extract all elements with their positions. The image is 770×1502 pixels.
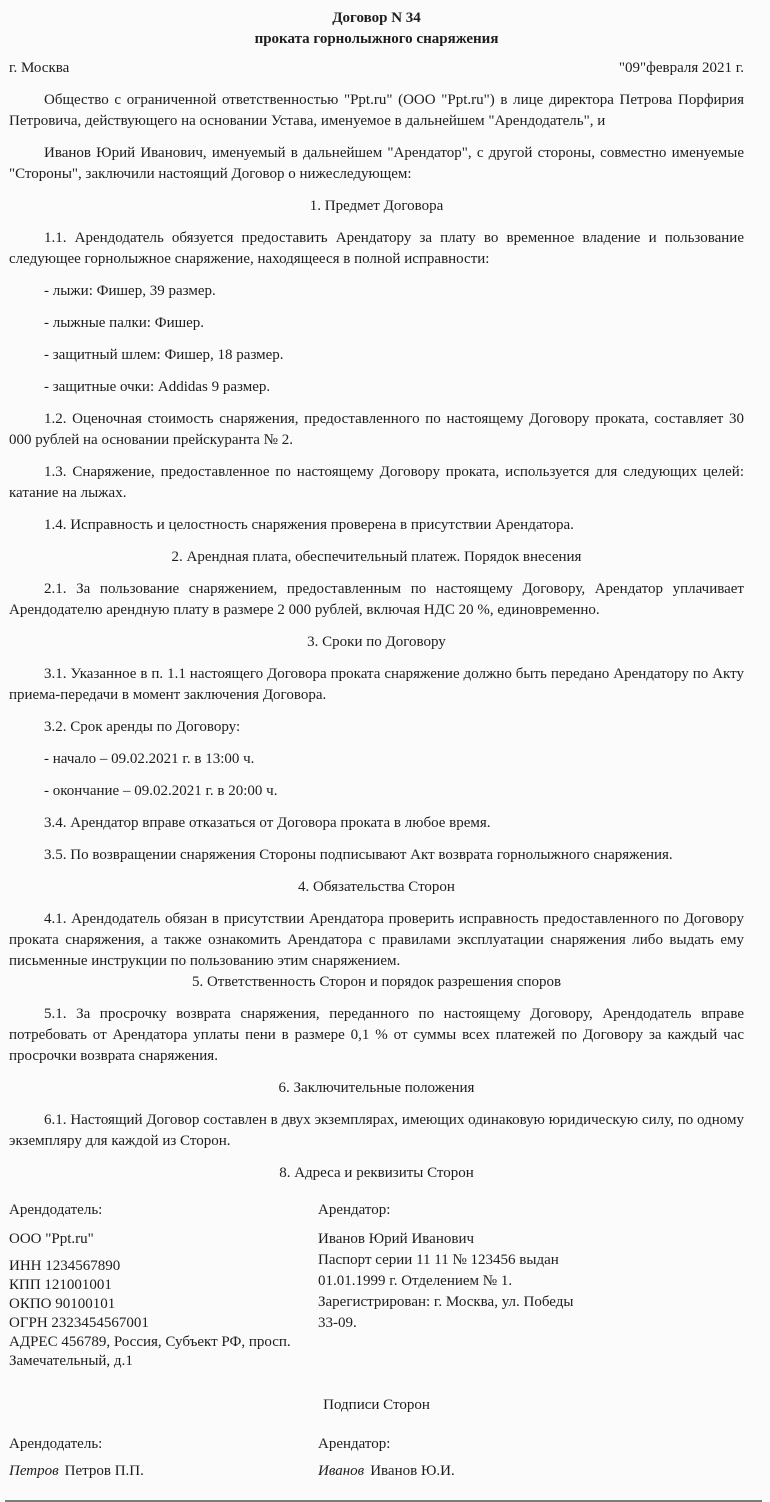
- clause-1-3: 1.3. Снаряжение, предоставленное по настоящему Договору проката, используется для следующих целей: катание на лыжах.: [9, 464, 744, 501]
- section-5-heading: 5. Ответственность Сторон и порядок разрешения споров: [191, 974, 562, 990]
- contract-date: "09"февраля 2021 г.: [618, 60, 744, 76]
- contract-city: г. Москва: [9, 60, 70, 76]
- preamble-lessor: Общество с ограниченной ответственностью "Ppt.ru" (ООО "Ppt.ru") в лице директора Петрова Порфирия Петровича, действующего на основании Устава, именуемое в дальнейшем "Арендодатель", и: [9, 92, 744, 129]
- signature-names-row: [9, 1461, 744, 1482]
- section-3-heading: 3. Сроки по Договору: [307, 634, 446, 650]
- lessee-signature-name: Иванов Ю.И.: [370, 1463, 455, 1479]
- lessor-signature: [9, 1461, 318, 1482]
- signatures-heading: Подписи Сторон: [323, 1397, 430, 1413]
- equipment-item-helmet: - защитный шлем: Фишер, 18 размер.: [44, 347, 284, 363]
- lessor-details: [9, 1257, 318, 1371]
- rental-start-item: - начало – 09.02.2021 г. в 13:00 ч.: [44, 751, 255, 767]
- lessee-details: [318, 1229, 744, 1334]
- lessor-kpp: КПП 121001001: [9, 1277, 112, 1293]
- equipment-item-poles: - лыжные палки: Фишер.: [44, 315, 205, 331]
- clause-3-2: 3.2. Срок аренды по Договору:: [44, 719, 241, 735]
- clause-4-1: 4.1. Арендодатель обязан в присутствии Арендатора проверить исправность предоставленного по Договору проката снаряжения, а также ознакомить Арендатора с правилами эксплуатации снаряжения либо выдать ему письменные инструкции по пользованию этим снаряжением.: [9, 911, 744, 969]
- section-1-heading: 1. Предмет Договора: [309, 198, 444, 214]
- lessee-signature-label: Арендатор:: [318, 1436, 391, 1452]
- lessee-address-line1: Зарегистрирован: г. Москва, ул. Победы: [318, 1294, 574, 1310]
- lessee-signature: [318, 1461, 744, 1482]
- clause-1-2: 1.2. Оценочная стоимость снаряжения, предоставленного по настоящему Договору проката, составляет 30 000 рублей на основании прейскуранта № 2.: [9, 411, 744, 448]
- clause-6-1: 6.1. Настоящий Договор составлен в двух экземплярах, имеющих одинаковую юридическую силу, по одному экземпляру для каждой из Сторон.: [9, 1112, 744, 1149]
- lessor-label: Арендодатель:: [9, 1202, 103, 1218]
- section-6-heading: 6. Заключительные положения: [278, 1080, 475, 1096]
- requisites-columns: [9, 1200, 744, 1371]
- signature-labels-row: [9, 1434, 744, 1455]
- lessor-address-line1: АДРЕС 456789, Россия, Субъект РФ, просп.: [9, 1334, 291, 1350]
- lessee-requisites: [318, 1200, 744, 1371]
- clause-5-1: 5.1. За просрочку возврата снаряжения, переданного по настоящему Договору, Арендодатель вправе потребовать от Арендатора уплаты пени в размере 0,1 % от суммы всех платежей по Договору за каждый час просрочки возврата снаряжения.: [9, 1006, 744, 1064]
- contract-title-line1: Договор N 34: [332, 10, 421, 26]
- lessor-signature-label: Арендодатель:: [9, 1436, 103, 1452]
- clause-3-4: 3.4. Арендатор вправе отказаться от Договора проката в любое время.: [44, 815, 491, 831]
- lessor-signature-script: Петров: [9, 1463, 59, 1479]
- contract-title-line2: проката горнолыжного снаряжения: [254, 31, 499, 47]
- city-date-row: [9, 58, 744, 79]
- clause-2-1: 2.1. За пользование снаряжением, предоставленным по настоящему Договору, Арендатор уплачивает Арендодателю арендную плату в размере 2 000 рублей, включая НДС 20 %, единовременно.: [9, 581, 744, 618]
- rental-end-item: - окончание – 09.02.2021 г. в 20:00 ч.: [44, 783, 278, 799]
- lessee-label: Арендатор:: [318, 1202, 391, 1218]
- equipment-item-skis: - лыжи: Фишер, 39 размер.: [44, 283, 216, 299]
- section-8-heading: 8. Адреса и реквизиты Сторон: [279, 1165, 474, 1181]
- clause-3-5: 3.5. По возвращении снаряжения Стороны подписывают Акт возврата горнолыжного снаряжения.: [44, 847, 673, 863]
- section-4-heading: 4. Обязательства Сторон: [298, 879, 455, 895]
- lessee-name: Иванов Юрий Иванович: [318, 1231, 475, 1247]
- lessor-requisites: [9, 1200, 318, 1371]
- lessor-okpo: ОКПО 90100101: [9, 1296, 116, 1312]
- lessee-passport-line1: Паспорт серии 11 11 № 123456 выдан: [318, 1252, 559, 1268]
- clause-3-1: 3.1. Указанное в п. 1.1 настоящего Договора проката снаряжение должно быть передано Арендатору по Акту приема-передачи в момент заключения Договора.: [9, 666, 744, 703]
- lessor-address-line2: Замечательный, д.1: [9, 1353, 133, 1369]
- clause-1-4: 1.4. Исправность и целостность снаряжения проверена в присутствии Арендатора.: [44, 517, 574, 533]
- lessor-inn: ИНН 1234567890: [9, 1258, 121, 1274]
- section-2-heading: 2. Арендная плата, обеспечительный платеж. Порядок внесения: [171, 549, 582, 565]
- lessee-address-line2: 33-09.: [318, 1315, 357, 1331]
- lessee-signature-script: Иванов: [318, 1463, 365, 1479]
- lessor-signature-name: Петров П.П.: [64, 1463, 144, 1479]
- preamble-lessee: Иванов Юрий Иванович, именуемый в дальнейшем "Арендатор", с другой стороны, совместно именуемые "Стороны", заключили настоящий Договор о нижеследующем:: [9, 145, 744, 182]
- lessor-company: ООО "Ppt.ru": [9, 1231, 94, 1247]
- lessee-passport-line2: 01.01.1999 г. Отделением № 1.: [318, 1273, 513, 1289]
- clause-1-1: 1.1. Арендодатель обязуется предоставить Арендатору за плату во временное владение и пользование следующее горнолыжное снаряжение, находящееся в полной исправности:: [9, 230, 744, 267]
- equipment-item-goggles: - защитные очки: Addidas 9 размер.: [44, 379, 271, 395]
- lessor-ogrn: ОГРН 2323454567001: [9, 1315, 149, 1331]
